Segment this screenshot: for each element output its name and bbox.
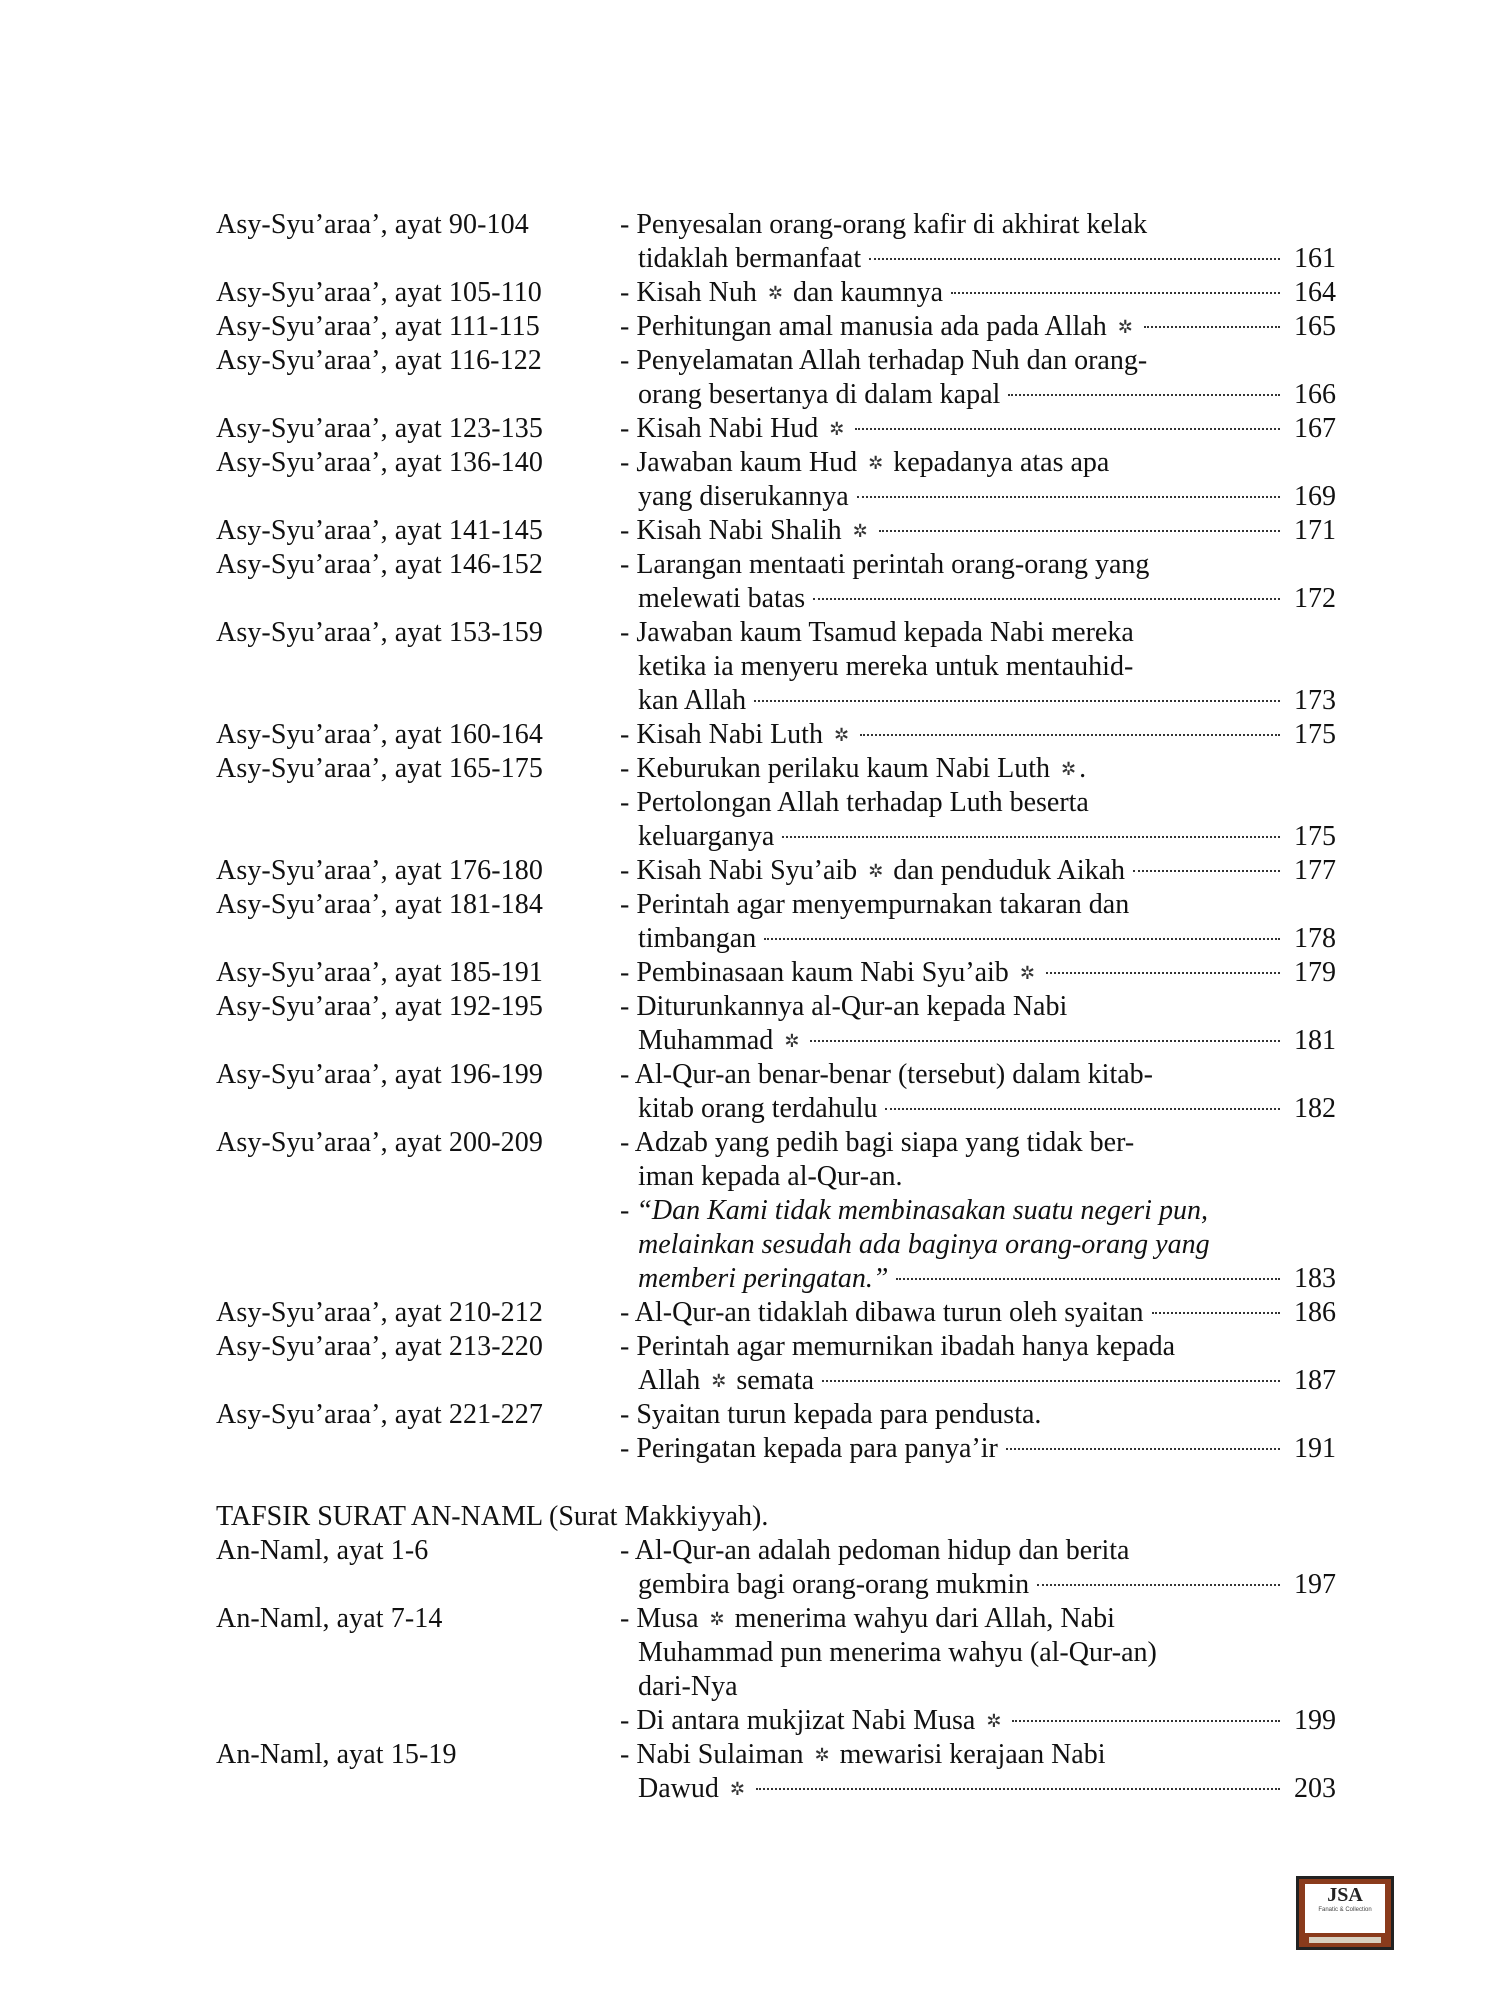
toc-entry-description xyxy=(620,1534,1336,1602)
toc-page-number: 166 xyxy=(1294,379,1336,410)
table-of-contents xyxy=(216,208,1336,1806)
toc-page-number: 164 xyxy=(1294,277,1336,308)
honorific-icon: ✲ xyxy=(868,453,883,474)
toc-entry-text: - Penyelamatan Allah terhadap Nuh dan orang- xyxy=(620,345,1148,376)
honorific-icon: ✲ xyxy=(852,521,867,542)
toc-entry-description xyxy=(620,1058,1336,1126)
toc-entry-text: Dawud ✲ xyxy=(638,1772,748,1809)
logo-mark: JSA xyxy=(1327,1884,1363,1906)
dot-leader xyxy=(822,1380,1280,1382)
toc-entry-description xyxy=(620,1296,1336,1330)
toc-entry-text: - Adzab yang pedih bagi siapa yang tidak ber- xyxy=(620,1127,1135,1158)
dot-leader xyxy=(855,428,1280,430)
toc-entry-reference: Asy-Syu’araa’, ayat 221-227 xyxy=(216,1399,543,1430)
toc-entry-text: - Diturunkannya al-Qur-an kepada Nabi xyxy=(620,991,1068,1022)
toc-entry-text: - Perintah agar menyempurnakan takaran dan xyxy=(620,889,1130,920)
toc-entry-description xyxy=(620,1602,1336,1738)
honorific-icon: ✲ xyxy=(767,283,782,304)
toc-entry-description xyxy=(620,752,1336,854)
toc-entry-text: - Kisah Nabi Hud ✲ xyxy=(620,412,847,449)
toc-entry-text: - Al-Qur-an tidaklah dibawa turun oleh syaitan xyxy=(620,1297,1144,1328)
honorific-icon: ✲ xyxy=(711,1371,726,1392)
dot-leader xyxy=(810,1040,1280,1042)
toc-entry xyxy=(216,1330,1336,1398)
dot-leader xyxy=(782,836,1280,838)
toc-entry-text: memberi peringatan.” xyxy=(638,1263,889,1294)
toc-page-number: 182 xyxy=(1294,1093,1336,1124)
toc-entry-reference: Asy-Syu’araa’, ayat 200-209 xyxy=(216,1127,543,1158)
honorific-icon: ✲ xyxy=(1060,759,1076,780)
honorific-icon: ✲ xyxy=(1117,317,1132,338)
toc-page-number: 191 xyxy=(1294,1433,1336,1464)
dot-leader xyxy=(1012,1720,1280,1722)
toc-page-number: 167 xyxy=(1294,413,1336,444)
section-heading: TAFSIR SURAT AN-NAML (Surat Makkiyyah). xyxy=(216,1501,769,1532)
toc-entry xyxy=(216,1738,1336,1806)
dot-leader xyxy=(764,938,1280,940)
toc-page-number: 178 xyxy=(1294,923,1336,954)
toc-page-number: 177 xyxy=(1294,855,1336,886)
dot-leader xyxy=(860,734,1280,736)
toc-entry-text: melewati batas xyxy=(638,583,806,614)
toc-entry xyxy=(216,208,1336,276)
toc-entry-text: gembira bagi orang-orang mukmin xyxy=(638,1569,1030,1600)
toc-entry-description xyxy=(620,718,1336,752)
toc-entry xyxy=(216,1602,1336,1738)
dot-leader xyxy=(754,700,1280,702)
dot-leader xyxy=(1133,870,1280,872)
honorific-icon: ✲ xyxy=(814,1745,829,1766)
toc-entry xyxy=(216,718,1336,752)
toc-page-number: 203 xyxy=(1294,1773,1336,1804)
toc-entry xyxy=(216,548,1336,616)
toc-entry xyxy=(216,344,1336,412)
toc-page-number: 175 xyxy=(1294,821,1336,852)
toc-entry-text: Muhammad pun menerima wahyu (al-Qur-an) xyxy=(638,1637,1157,1668)
toc-entry-text: iman kepada al-Qur-an. xyxy=(638,1161,903,1192)
toc-entry-reference: Asy-Syu’araa’, ayat 196-199 xyxy=(216,1059,543,1090)
dot-leader xyxy=(1046,972,1280,974)
toc-entry-description xyxy=(620,548,1336,616)
dot-leader xyxy=(756,1788,1280,1790)
toc-entry-text: - Al-Qur-an benar-benar (tersebut) dalam kitab- xyxy=(620,1059,1153,1090)
toc-entry-reference: Asy-Syu’araa’, ayat 146-152 xyxy=(216,549,543,580)
toc-entry-text: - Kisah Nuh ✲ dan kaumnya xyxy=(620,276,943,313)
toc-entry-reference: An-Naml, ayat 1-6 xyxy=(216,1535,429,1566)
toc-entry xyxy=(216,1058,1336,1126)
toc-entry-description xyxy=(620,310,1336,344)
toc-page-number: 175 xyxy=(1294,719,1336,750)
honorific-icon: ✲ xyxy=(1019,963,1034,984)
toc-page-number: 199 xyxy=(1294,1705,1336,1736)
publisher-logo xyxy=(1296,1876,1394,1950)
honorific-icon: ✲ xyxy=(709,1609,724,1630)
toc-entry xyxy=(216,446,1336,514)
toc-entry-reference: Asy-Syu’araa’, ayat 116-122 xyxy=(216,345,542,376)
dot-leader xyxy=(1144,326,1280,328)
toc-entry xyxy=(216,752,1336,854)
toc-entry-text: - “Dan Kami tidak membinasakan suatu negeri pun, xyxy=(620,1195,1208,1226)
toc-entry xyxy=(216,1534,1336,1602)
toc-entry-text: - Kisah Nabi Shalih ✲ xyxy=(620,514,871,551)
toc-entry-text: tidaklah bermanfaat xyxy=(638,243,862,274)
toc-page-number: 161 xyxy=(1294,243,1336,274)
toc-entry-description xyxy=(620,990,1336,1058)
toc-entry-text: dari-Nya xyxy=(638,1671,738,1702)
honorific-icon: ✲ xyxy=(986,1711,1001,1732)
toc-entry-text: - Keburukan perilaku kaum Nabi Luth ✲ . xyxy=(620,752,1086,789)
toc-entry-text: - Al-Qur-an adalah pedoman hidup dan berita xyxy=(620,1535,1130,1566)
toc-entry-text: kitab orang terdahulu xyxy=(638,1093,878,1124)
toc-entry-description xyxy=(620,1398,1336,1466)
toc-page-number: 172 xyxy=(1294,583,1336,614)
dot-leader xyxy=(869,258,1280,260)
honorific-icon: ✲ xyxy=(868,861,883,882)
toc-entry-reference: An-Naml, ayat 15-19 xyxy=(216,1739,457,1770)
toc-entry-reference: Asy-Syu’araa’, ayat 141-145 xyxy=(216,515,543,546)
toc-entry-description xyxy=(620,276,1336,310)
toc-entry-reference: Asy-Syu’araa’, ayat 111-115 xyxy=(216,311,540,342)
toc-entry-text: - Musa ✲ menerima wahyu dari Allah, Nabi xyxy=(620,1602,1115,1639)
dot-leader xyxy=(885,1108,1280,1110)
toc-entry-reference: Asy-Syu’araa’, ayat 210-212 xyxy=(216,1297,543,1328)
dot-leader xyxy=(951,292,1280,294)
toc-page-number: 169 xyxy=(1294,481,1336,512)
logo-screen xyxy=(1305,1884,1385,1933)
toc-page-number: 183 xyxy=(1294,1263,1336,1294)
toc-entry-description xyxy=(620,514,1336,548)
toc-entry xyxy=(216,514,1336,548)
toc-entry-text: - Nabi Sulaiman ✲ mewarisi kerajaan Nabi xyxy=(620,1738,1106,1775)
toc-entry-description xyxy=(620,956,1336,990)
toc-entry-text: - Syaitan turun kepada para pendusta. xyxy=(620,1399,1042,1430)
dot-leader xyxy=(813,598,1280,600)
toc-entry-description xyxy=(620,208,1336,276)
toc-entry xyxy=(216,276,1336,310)
toc-entry-text: - Kisah Nabi Syu’aib ✲ dan penduduk Aikah xyxy=(620,854,1125,891)
toc-entry-text: keluarganya xyxy=(638,821,775,852)
toc-entry xyxy=(216,1398,1336,1466)
toc-page-number: 186 xyxy=(1294,1297,1336,1328)
toc-entry-reference: Asy-Syu’araa’, ayat 136-140 xyxy=(216,447,543,478)
toc-entry-reference: Asy-Syu’araa’, ayat 213-220 xyxy=(216,1331,543,1362)
toc-entry-description xyxy=(620,1126,1336,1296)
dot-leader xyxy=(896,1278,1280,1280)
toc-entry xyxy=(216,990,1336,1058)
toc-entry-reference: An-Naml, ayat 7-14 xyxy=(216,1603,443,1634)
toc-entry-text: yang diserukannya xyxy=(638,481,849,512)
dot-leader xyxy=(1152,1312,1280,1314)
toc-page-number: 171 xyxy=(1294,515,1336,546)
toc-entry-text: - Kisah Nabi Luth ✲ xyxy=(620,718,852,755)
toc-page-number: 179 xyxy=(1294,957,1336,988)
toc-entry-reference: Asy-Syu’araa’, ayat 181-184 xyxy=(216,889,543,920)
toc-entry-text: kan Allah xyxy=(638,685,747,716)
toc-entry-reference: Asy-Syu’araa’, ayat 176-180 xyxy=(216,855,543,886)
toc-entry-description xyxy=(620,1738,1336,1806)
toc-entry-text: - Jawaban kaum Tsamud kepada Nabi mereka xyxy=(620,617,1134,648)
toc-entry-text: Allah ✲ semata xyxy=(638,1364,814,1401)
toc-entry-reference: Asy-Syu’araa’, ayat 153-159 xyxy=(216,617,543,648)
toc-entry xyxy=(216,1296,1336,1330)
toc-entry-text: - Perintah agar memurnikan ibadah hanya kepada xyxy=(620,1331,1176,1362)
toc-entry-text: - Perhitungan amal manusia ada pada Allah ✲ xyxy=(620,310,1136,347)
toc-entry-reference: Asy-Syu’araa’, ayat 90-104 xyxy=(216,209,529,240)
toc-entry-description xyxy=(620,344,1336,412)
honorific-icon: ✲ xyxy=(729,1779,744,1800)
toc-entry xyxy=(216,616,1336,718)
toc-entry-description xyxy=(620,412,1336,446)
toc-entry xyxy=(216,956,1336,990)
toc-entry-description xyxy=(620,888,1336,956)
dot-leader xyxy=(1037,1584,1280,1586)
toc-entry-text: - Jawaban kaum Hud ✲ kepadanya atas apa xyxy=(620,446,1109,483)
toc-entry-description xyxy=(620,854,1336,888)
toc-entry-text: - Pertolongan Allah terhadap Luth beserta xyxy=(620,787,1089,818)
toc-entry-reference: Asy-Syu’araa’, ayat 185-191 xyxy=(216,957,543,988)
toc-entry xyxy=(216,888,1336,956)
toc-entry-reference: Asy-Syu’araa’, ayat 105-110 xyxy=(216,277,542,308)
dot-leader xyxy=(1006,1448,1280,1450)
toc-entry-text: Muhammad ✲ xyxy=(638,1024,802,1061)
toc-entry-description xyxy=(620,1330,1336,1398)
toc-entry-text: ketika ia menyeru mereka untuk mentauhid- xyxy=(638,651,1134,682)
toc-entry-reference: Asy-Syu’araa’, ayat 165-175 xyxy=(216,753,543,784)
toc-entry-text: - Di antara mukjizat Nabi Musa ✲ xyxy=(620,1704,1004,1741)
toc-entry-text: - Larangan mentaati perintah orang-orang yang xyxy=(620,549,1150,580)
dot-leader xyxy=(879,530,1280,532)
toc-entry xyxy=(216,1126,1336,1296)
toc-entry-text: timbangan xyxy=(638,923,757,954)
logo-base xyxy=(1309,1937,1381,1943)
toc-page-number: 197 xyxy=(1294,1569,1336,1600)
honorific-icon: ✲ xyxy=(784,1031,799,1052)
toc-entry-text: melainkan sesudah ada baginya orang-orang yang xyxy=(638,1229,1210,1260)
honorific-icon: ✲ xyxy=(833,725,849,746)
toc-entry-reference: Asy-Syu’araa’, ayat 160-164 xyxy=(216,719,543,750)
toc-page-number: 165 xyxy=(1294,311,1336,342)
dot-leader xyxy=(1008,394,1280,396)
toc-entry-text: - Penyesalan orang-orang kafir di akhirat kelak xyxy=(620,209,1148,240)
toc-page-number: 173 xyxy=(1294,685,1336,716)
toc-entry-description xyxy=(620,446,1336,514)
toc-entry-text: - Peringatan kepada para panya’ir xyxy=(620,1433,998,1464)
toc-entry xyxy=(216,412,1336,446)
toc-entry-reference: Asy-Syu’araa’, ayat 123-135 xyxy=(216,413,543,444)
dot-leader xyxy=(857,496,1280,498)
toc-page-number: 181 xyxy=(1294,1025,1336,1056)
toc-entry-text: orang besertanya di dalam kapal xyxy=(638,379,1001,410)
toc-entries xyxy=(216,208,1336,1466)
toc-entry-text: - Pembinasaan kaum Nabi Syu’aib ✲ xyxy=(620,956,1038,993)
toc-entry-reference: Asy-Syu’araa’, ayat 192-195 xyxy=(216,991,543,1022)
toc-entry xyxy=(216,310,1336,344)
section-entries xyxy=(216,1534,1336,1806)
honorific-icon: ✲ xyxy=(829,419,844,440)
section-gap xyxy=(216,1466,1336,1500)
toc-page-number: 187 xyxy=(1294,1365,1336,1396)
toc-entry xyxy=(216,854,1336,888)
logo-subtitle: Fanatic & Collection xyxy=(1318,1907,1372,1913)
toc-entry-description xyxy=(620,616,1336,718)
